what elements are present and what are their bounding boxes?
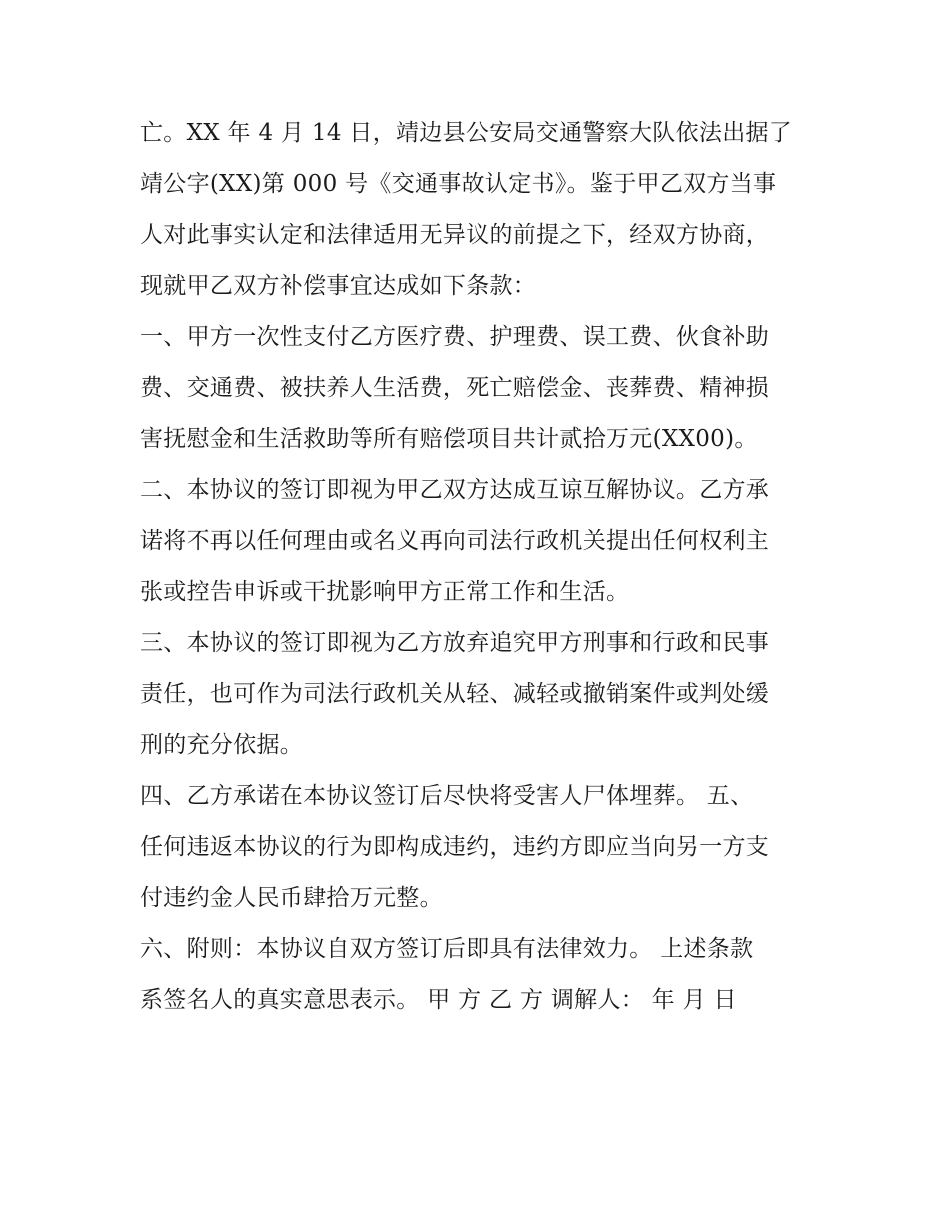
clause-3-line: 责任，也可作为司法行政机关从轻、减轻或撤销案件或判处缓	[140, 681, 770, 707]
clause-2-line: 诺将不再以任何理由或名义再向司法行政机关提出任何权利主	[140, 528, 770, 554]
clause-5-line: 付违约金人民币肆拾万元整。	[140, 885, 443, 911]
clause-3-line: 三、本协议的签订即视为乙方放弃追究甲方刑事和行政和民事	[140, 630, 770, 656]
clause-2-line: 二、本协议的签订即视为甲乙双方达成互谅互解协议。乙方承	[140, 477, 770, 503]
text-line: 靖公字(XX)第 000 号《交通事故认定书》。鉴于甲乙双方当事	[140, 171, 777, 197]
clause-4-5-line: 四、乙方承诺在本协议签订后尽快将受害人尸体埋葬。 五、	[140, 783, 754, 809]
text-line: 亡。XX 年 4 月 14 日，靖边县公安局交通警察大队依法出据了	[140, 120, 793, 146]
clause-5-line: 任何违返本协议的行为即构成违约，违约方即应当向另一方支	[140, 834, 770, 860]
clause-1-line: 害抚慰金和生活救助等所有赔偿项目共计贰拾万元(XX00)。	[140, 426, 758, 452]
clause-1-line: 一、甲方一次性支付乙方医疗费、护理费、误工费、伙食补助	[140, 324, 770, 350]
clause-1-line: 费、交通费、被扶养人生活费，死亡赔偿金、丧葬费、精神损	[140, 375, 770, 401]
document-body	[140, 108, 820, 1026]
clause-2-line: 张或控告申诉或干扰影响甲方正常工作和生活。	[140, 579, 630, 605]
signature-line: 系签名人的真实意思表示。 甲 方 乙 方 调解人： 年 月 日	[140, 987, 737, 1013]
clause-6-line: 六、附则：本协议自双方签订后即具有法律效力。 上述条款	[140, 936, 754, 962]
text-line: 人对此事实认定和法律适用无异议的前提之下，经双方协商，	[140, 222, 770, 248]
text-line: 现就甲乙双方补偿事宜达成如下条款：	[140, 273, 537, 299]
clause-3-line: 刑的充分依据。	[140, 732, 304, 758]
